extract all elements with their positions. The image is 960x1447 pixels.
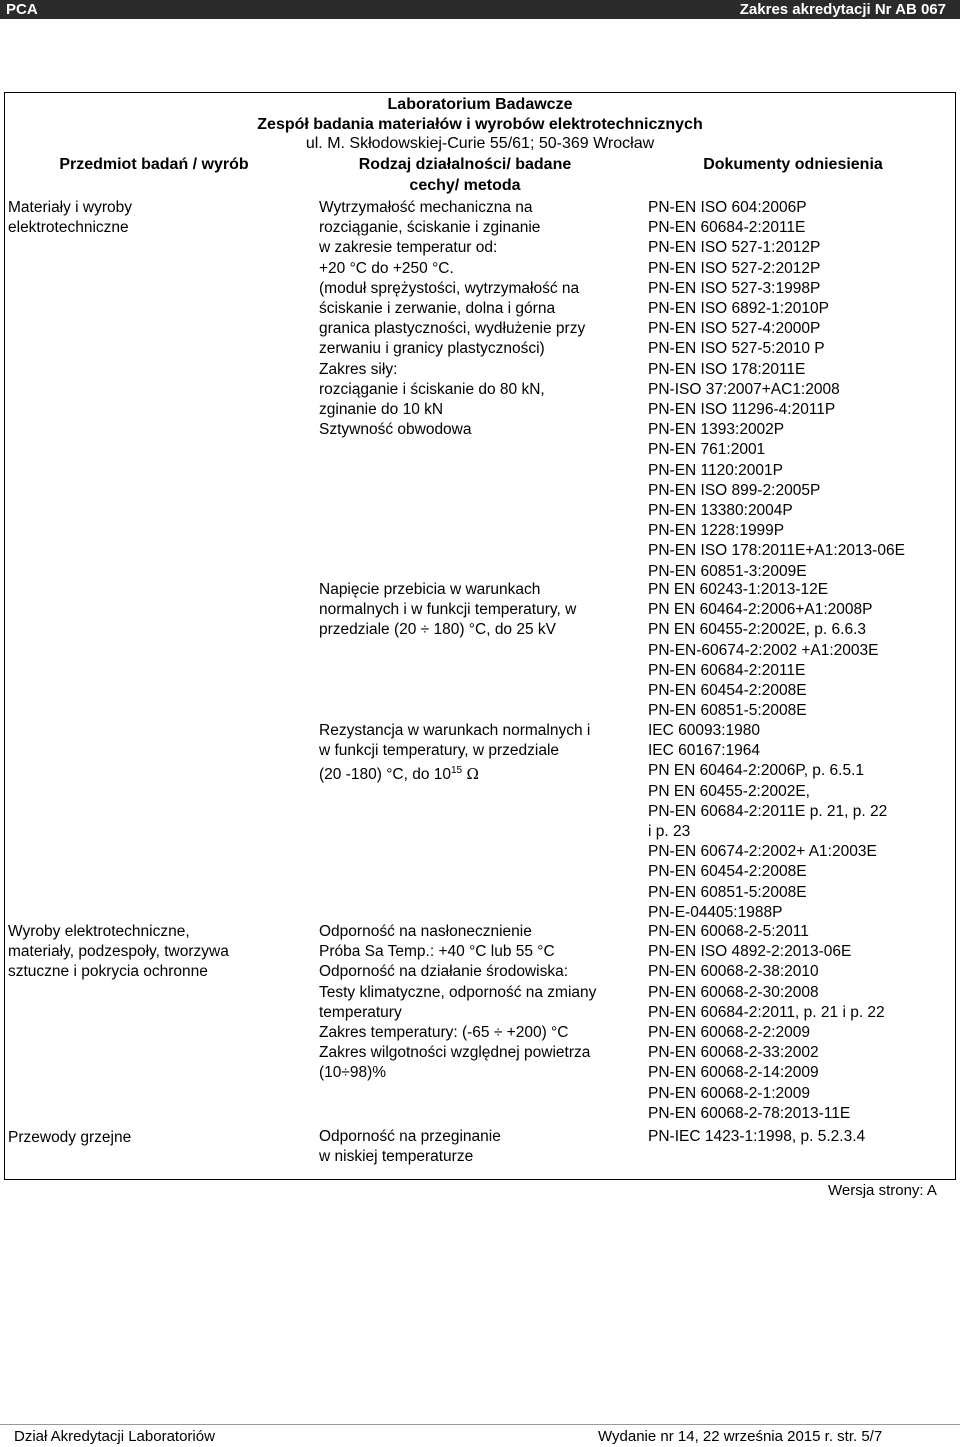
document-ref: PN-EN 60851-5:2008E bbox=[648, 883, 807, 901]
document-ref: PN EN 60243-1:2013-12E bbox=[648, 581, 829, 598]
activity-breakdown-voltage bbox=[319, 580, 576, 641]
document-ref: PN-EN 60068-2-78:2013-11E bbox=[648, 1104, 851, 1122]
document-ref: PN-EN ISO 527-5:2010 P bbox=[648, 340, 825, 358]
subject-3-line: Przewody grzejne bbox=[8, 1129, 132, 1146]
top-bar bbox=[0, 0, 960, 19]
document-ref: PN-EN 60068-2-5:2011 bbox=[648, 923, 809, 940]
activity-line: przedziale (20 ÷ 180) °C, do 25 kV bbox=[319, 621, 556, 639]
document-ref: PN-EN ISO 4892-2:2013-06E bbox=[648, 943, 852, 961]
activity-line: granica plastyczności, wydłużenie przy bbox=[319, 320, 586, 338]
documents-bending bbox=[648, 1127, 865, 1147]
document-ref: PN-EN 761:2001 bbox=[648, 441, 766, 459]
activity-line: Testy klimatyczne, odporność na zmiany bbox=[319, 983, 597, 1001]
document-ref: PN-EN-60674-2:2002 +A1:2003E bbox=[648, 641, 879, 659]
activity-bending bbox=[319, 1127, 501, 1167]
activity-line: temperatury bbox=[319, 1003, 402, 1021]
document-ref: PN-EN ISO 527-4:2000P bbox=[648, 320, 821, 338]
documents-environment bbox=[648, 922, 885, 1124]
document-ref: PN-ISO 37:2007+AC1:2008 bbox=[648, 380, 840, 398]
subject-2-line: materiały, podzespoły, tworzywa bbox=[8, 943, 229, 960]
document-ref: PN-EN ISO 899-2:2005P bbox=[648, 481, 821, 499]
column-header-documents: Dokumenty odniesienia bbox=[703, 156, 883, 173]
activity-line: Odporność na działanie środowiska: bbox=[319, 963, 568, 981]
activity-line: +20 °C do +250 °C. bbox=[319, 259, 454, 277]
top-bar-right: Zakres akredytacji Nr AB 067 bbox=[739, 1, 946, 18]
activity-line: w niskiej temperaturze bbox=[319, 1148, 474, 1166]
document-ref: PN-EN ISO 6892-1:2010P bbox=[648, 300, 829, 318]
subject-1-line: elektrotechniczne bbox=[8, 219, 129, 236]
subject-1-line: Materiały i wyroby bbox=[8, 199, 133, 216]
activity-line: zerwaniu i granicy plastyczności) bbox=[319, 340, 545, 358]
activity-line: Sztywność obwodowa bbox=[319, 421, 472, 439]
activity-line: w zakresie temperatur od: bbox=[319, 239, 498, 257]
activity-line: (10÷98)% bbox=[319, 1064, 387, 1082]
activity-line: w funkcji temperatury, w przedziale bbox=[319, 742, 560, 760]
subject-2-line: sztuczne i pokrycia ochronne bbox=[8, 963, 208, 980]
resistance-range: (20 -180) °C, do 10 bbox=[319, 766, 451, 784]
page-version: Wersja strony: A bbox=[828, 1182, 937, 1199]
document-ref: PN-EN ISO 527-2:2012P bbox=[648, 259, 821, 277]
document-ref: PN-EN 60068-2-1:2009 bbox=[648, 1084, 810, 1102]
document-ref: PN-EN ISO 527-1:2012P bbox=[648, 239, 821, 257]
column-header-activity-line1: Rodzaj działalności/ badane bbox=[358, 156, 572, 173]
document-ref: PN-EN 60068-2-14:2009 bbox=[648, 1064, 819, 1082]
document-ref: PN-EN 60684-2:2011E p. 21, p. 22 bbox=[648, 802, 888, 820]
footer-divider bbox=[0, 1424, 960, 1425]
address: ul. M. Skłodowskiej-Curie 55/61; 50-369 Wrocław bbox=[305, 135, 655, 152]
team-title: Zespół badania materiałów i wyrobów elektrotechnicznych bbox=[257, 116, 703, 133]
document-ref: i p. 23 bbox=[648, 823, 691, 841]
document-ref: PN-EN 60684-2:2011E bbox=[648, 219, 806, 237]
document-ref: PN-EN 60454-2:2008E bbox=[648, 863, 807, 881]
document-ref: PN-E-04405:1988P bbox=[648, 903, 783, 921]
activity-line bbox=[319, 761, 590, 785]
document-ref: PN-EN 60851-3:2009E bbox=[648, 562, 807, 580]
activity-line: Wytrzymałość mechaniczna na bbox=[319, 199, 533, 216]
document-ref: PN-EN ISO 178:2011E bbox=[648, 360, 806, 378]
documents-mechanical bbox=[648, 198, 905, 582]
top-bar-left: PCA bbox=[6, 1, 38, 18]
activity-line: ściskanie i zerwanie, dolna i górna bbox=[319, 300, 556, 318]
document-ref: PN-EN 60068-2-30:2008 bbox=[648, 983, 819, 1001]
document-ref: PN-EN 1120:2001P bbox=[648, 461, 783, 479]
document-ref: IEC 60093:1980 bbox=[648, 722, 761, 739]
activity-resistance bbox=[319, 721, 590, 786]
column-header-subject: Przedmiot badań / wyrób bbox=[59, 156, 249, 173]
activity-line: (moduł sprężystości, wytrzymałość na bbox=[319, 279, 580, 297]
resistance-exponent: 15 bbox=[451, 765, 463, 777]
lab-title: Laboratorium Badawcze bbox=[387, 96, 573, 113]
document-ref: PN-EN 1228:1999P bbox=[648, 522, 785, 540]
document-ref: PN EN 60455-2:2002E, bbox=[648, 782, 810, 800]
activity-line: Zakres wilgotności względnej powietrza bbox=[319, 1044, 591, 1062]
column-header-activity-line2: cechy/ metoda bbox=[409, 177, 521, 194]
activity-line: Próba Sa Temp.: +40 °C lub 55 °C bbox=[319, 943, 555, 961]
document-ref: PN-EN ISO 178:2011E+A1:2013-06E bbox=[648, 542, 905, 560]
document-ref: PN-EN 60674-2:2002+ A1:2003E bbox=[648, 843, 877, 861]
activity-line: Napięcie przebicia w warunkach bbox=[319, 581, 541, 598]
activity-line: Zakres siły: bbox=[319, 360, 398, 378]
document-ref: PN-EN ISO 604:2006P bbox=[648, 199, 807, 216]
document-ref: PN-EN 60068-2-38:2010 bbox=[648, 963, 819, 981]
subject-1 bbox=[8, 198, 132, 238]
activity-line: Rezystancja w warunkach normalnych i bbox=[319, 722, 591, 739]
document-ref: PN-EN 60851-5:2008E bbox=[648, 702, 807, 720]
activity-line: Zakres temperatury: (-65 ÷ +200) °C bbox=[319, 1024, 569, 1042]
activity-line: Odporność na nasłonecznienie bbox=[319, 923, 532, 940]
ohm-symbol: Ω bbox=[466, 765, 479, 784]
document-ref: PN-EN 60684-2:2011, p. 21 i p. 22 bbox=[648, 1003, 885, 1021]
activity-line: rozciąganie i ściskanie do 80 kN, bbox=[319, 380, 545, 398]
document-ref: PN-EN 60684-2:2011E bbox=[648, 661, 806, 679]
footer-left: Dział Akredytacji Laboratoriów bbox=[14, 1428, 215, 1445]
document-ref: PN-EN 1393:2002P bbox=[648, 421, 785, 439]
document-ref: PN-EN 60068-2-33:2002 bbox=[648, 1044, 819, 1062]
subject-3 bbox=[8, 1128, 131, 1148]
activity-mechanical bbox=[319, 198, 585, 440]
activity-environment bbox=[319, 922, 596, 1084]
document-ref: PN EN 60455-2:2002E, p. 6.6.3 bbox=[648, 621, 867, 639]
activity-line: normalnych i w funkcji temperatury, w bbox=[319, 601, 577, 619]
subject-2-line: Wyroby elektrotechniczne, bbox=[8, 923, 190, 940]
activity-line: zginanie do 10 kN bbox=[319, 401, 444, 419]
document-ref: PN-EN 13380:2004P bbox=[648, 502, 793, 520]
document-ref: PN-EN 60068-2-2:2009 bbox=[648, 1024, 810, 1042]
document-ref: PN-EN ISO 11296-4:2011P bbox=[648, 401, 836, 419]
document-ref: PN-IEC 1423-1:1998, p. 5.2.3.4 bbox=[648, 1128, 866, 1145]
document-ref: IEC 60167:1964 bbox=[648, 742, 761, 760]
documents-resistance bbox=[648, 721, 887, 923]
activity-line: rozciąganie, ściskanie i zginanie bbox=[319, 219, 541, 237]
documents-breakdown-voltage bbox=[648, 580, 879, 721]
document-ref: PN-EN 60454-2:2008E bbox=[648, 682, 807, 700]
document-ref: PN EN 60464-2:2006P, p. 6.5.1 bbox=[648, 762, 865, 780]
subject-2 bbox=[8, 922, 229, 982]
footer-right: Wydanie nr 14, 22 września 2015 r. str. 5/7 bbox=[598, 1428, 883, 1445]
document-ref: PN-EN ISO 527-3:1998P bbox=[648, 279, 821, 297]
activity-line: Odporność na przeginanie bbox=[319, 1128, 501, 1145]
document-ref: PN EN 60464-2:2006+A1:2008P bbox=[648, 601, 873, 619]
